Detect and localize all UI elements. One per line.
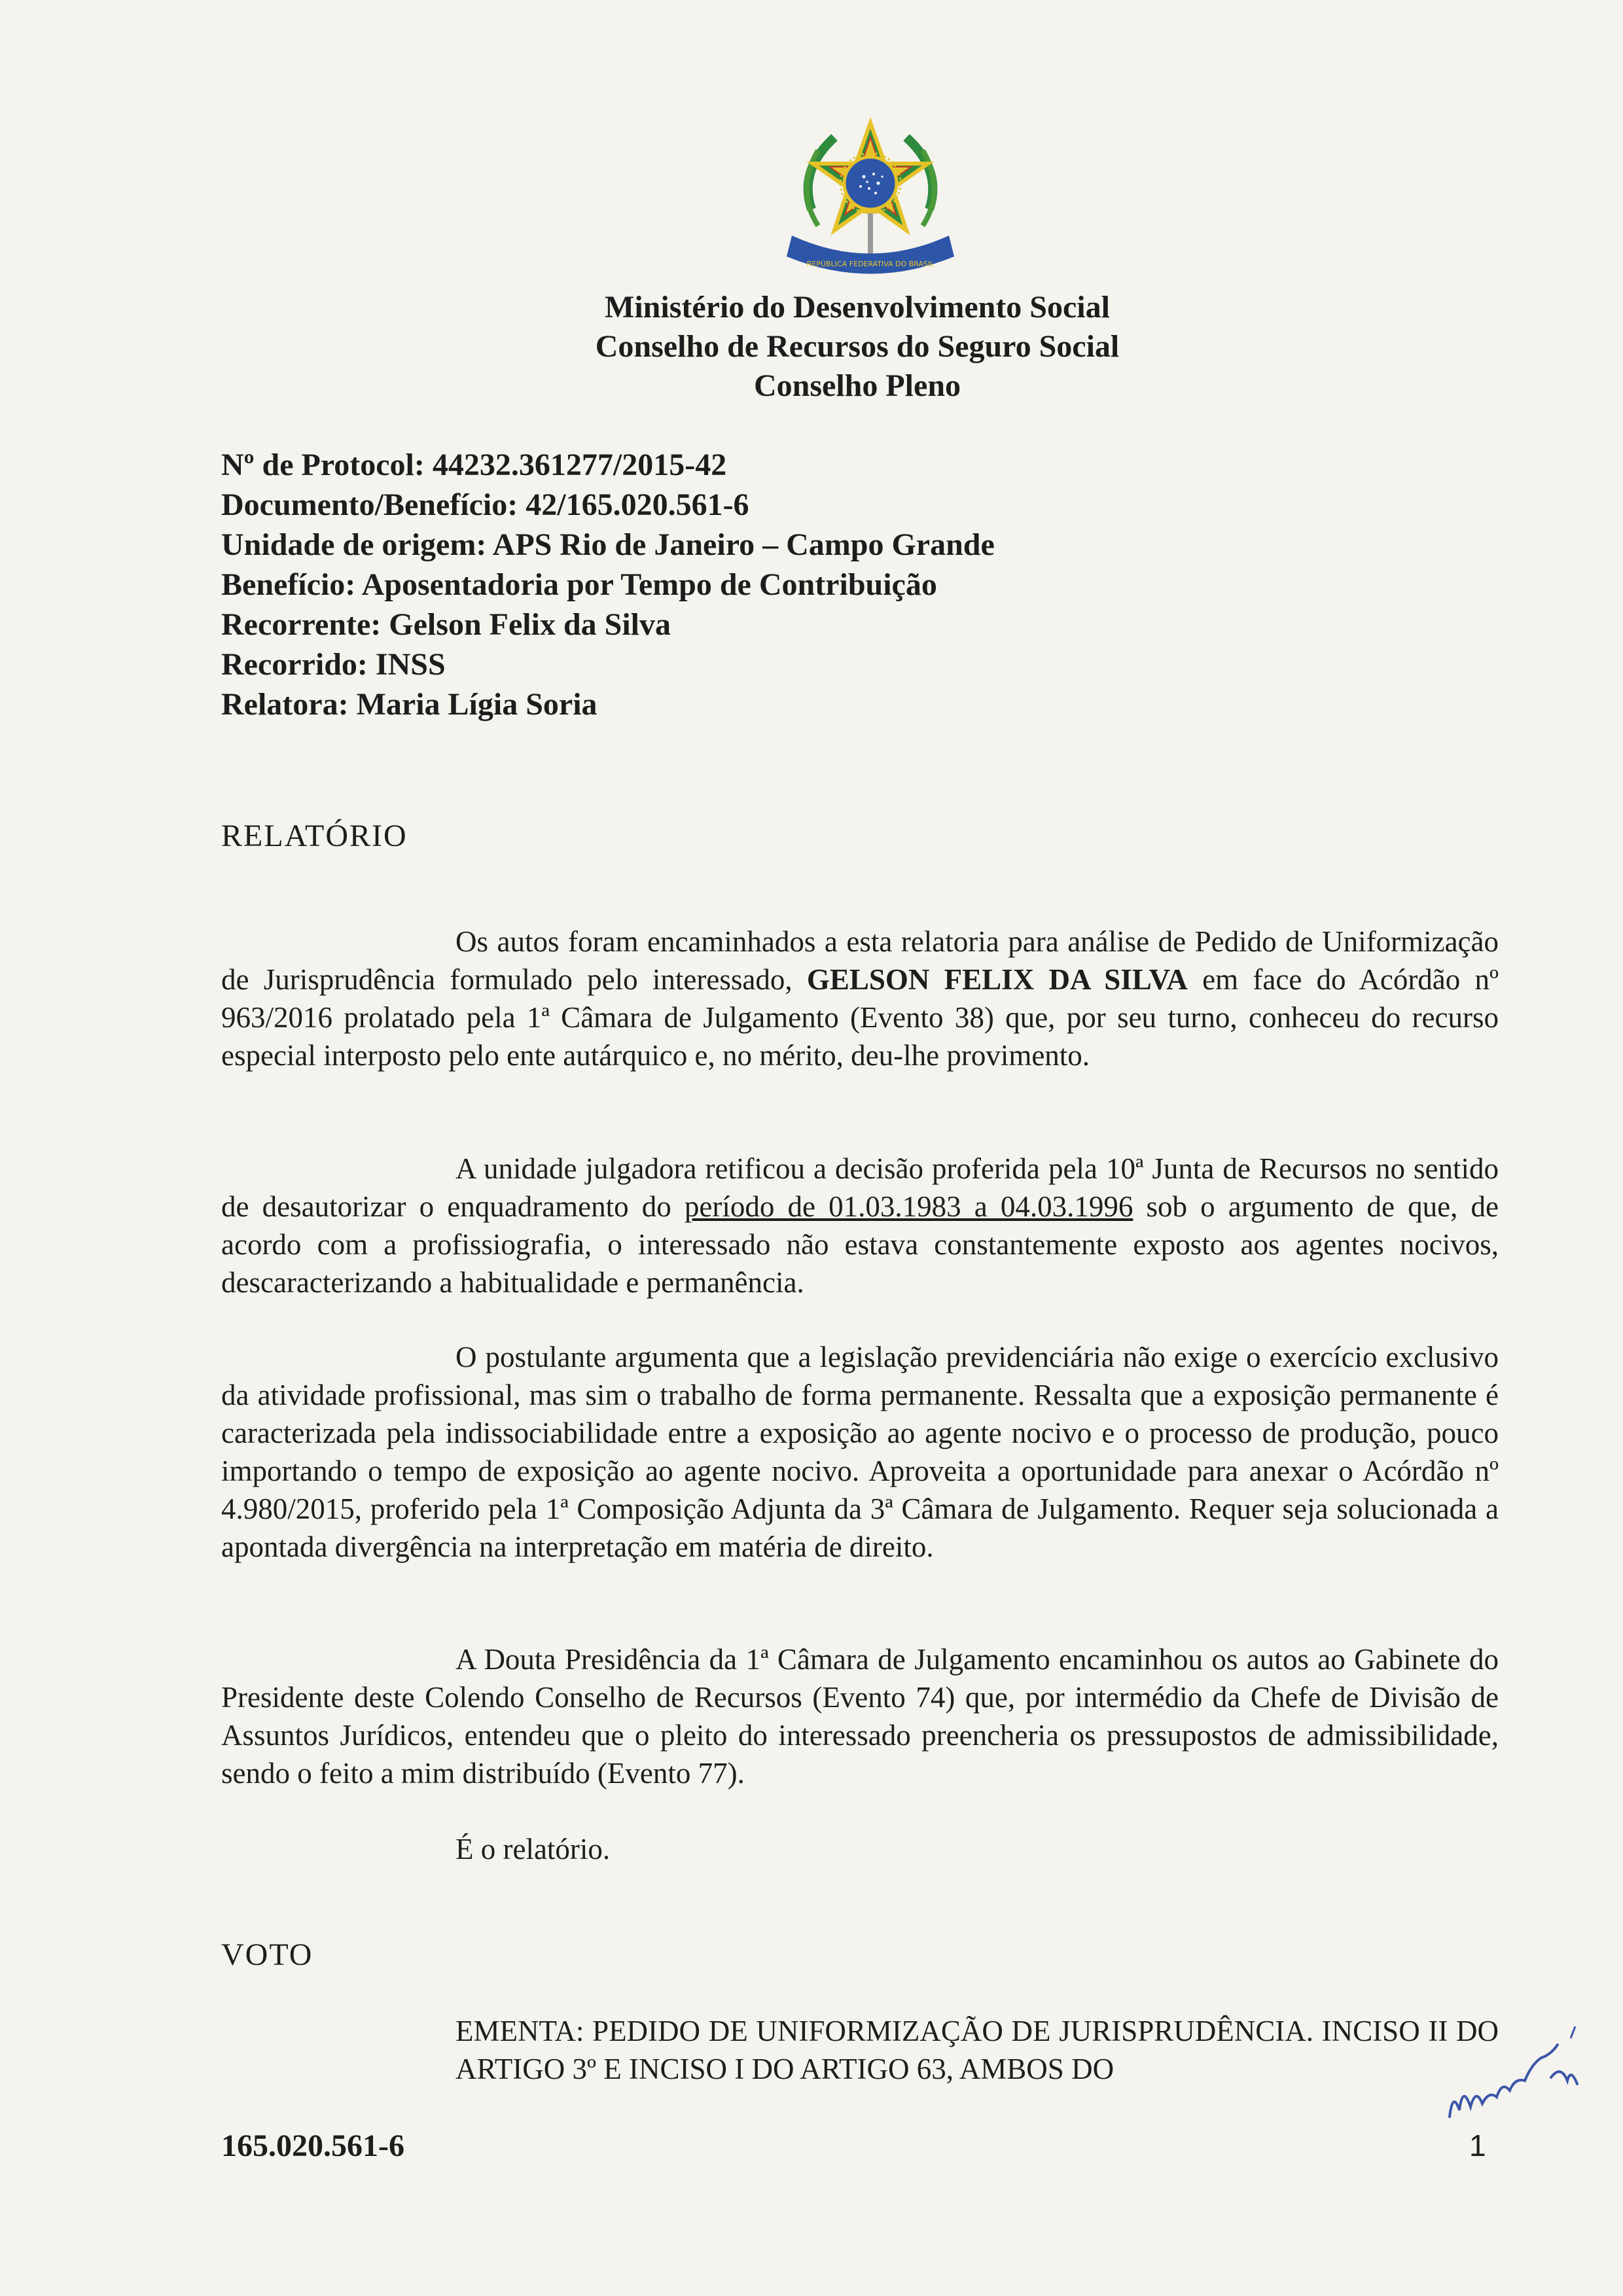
origin-unit-label: Unidade de origem: <box>221 527 487 562</box>
document-benefit: Documento/Benefício: 42/165.020.561-6 <box>221 487 749 522</box>
relatorio-paragraph-2 <box>221 1150 1499 1301</box>
appellant: Recorrente: Gelson Felix da Silva <box>221 607 671 642</box>
relatorio-heading: RELATÓRIO <box>221 819 408 853</box>
p2-text-end: sob o argumento de que, de acordo com a profissiografia, o interessado não estava constantemente exposto aos agentes nocivos, descaracterizando a habitualidade e permanência. <box>221 1190 1499 1299</box>
voto-heading: VOTO <box>221 1937 313 1972</box>
benefit-type: Benefício: Aposentadoria por Tempo de Contribuição <box>221 567 937 602</box>
p4-text: A Douta Presidência da 1ª Câmara de Julgamento encaminhou os autos ao Gabinete do Presidente deste Colendo Conselho de Recursos (Evento 74) que, por intermédio da Chefe de Divisão de Assuntos Jurídicos, entendeu que o pleito do interessado preencheria os pressupostos de admissibilidade, sendo o feito a mim distribuído (Evento 77). <box>221 1643 1499 1790</box>
relatorio-closing: É o relatório. <box>455 1833 611 1865</box>
footer-benefit-number: 165.020.561-6 <box>221 2128 404 2163</box>
p2-text-start: A unidade julgadora retificou a decisão proferida pela 10ª Junta de Recursos no sentido de desautorizar o enquadramento do <box>221 1152 1499 1223</box>
institution-header <box>563 288 1152 406</box>
rapporteur: Relatora: Maria Lígia Soria <box>221 687 597 722</box>
case-metadata <box>221 445 1334 724</box>
handwritten-initials <box>1436 2019 1587 2136</box>
relatorio-paragraph-4 <box>221 1640 1499 1792</box>
council-name: Conselho de Recursos do Seguro Social <box>595 329 1120 364</box>
coat-of-arms-emblem <box>772 111 969 285</box>
origin-unit-value: APS Rio de Janeiro – Campo Grande <box>492 527 995 562</box>
p3-text: O postulante argumenta que a legislação previdenciária não exige o exercício exclusivo da atividade profissional, mas sim o trabalho de forma permanente. Ressalta que a exposição permanente é caracterizada pela indissociabilidade entre a exposição ao agente nocivo e o processo de produção, pouco importando o tempo de exposição ao agente nocivo. Aproveita a oportunidade para anexar o Acórdão nº 4.980/2015, proferido pela 1ª Composição Adjunta da 3ª Câmara de Julgamento. Requer seja solucionada a apontada divergência na interpretação em matéria de direito. <box>221 1341 1499 1563</box>
origin-unit <box>221 525 1334 565</box>
relatorio-paragraph-1 <box>221 923 1499 1074</box>
ministry-name: Ministério do Desenvolvimento Social <box>605 290 1110 325</box>
p1-text-end: em face do Acórdão nº 963/2016 prolatado pela 1ª Câmara de Julgamento (Evento 38) que, por seu turno, conheceu do recurso especial interposto pelo ente autárquico e, no mérito, deu-lhe provimento. <box>221 963 1499 1072</box>
ementa-text: EMENTA: PEDIDO DE UNIFORMIZAÇÃO DE JURISPRUDÊNCIA. INCISO II DO ARTIGO 3º E INCISO I DO ARTIGO 63, AMBOS DO <box>455 2015 1499 2085</box>
protocol-number: Nº de Protocol: 44232.361277/2015-42 <box>221 448 727 482</box>
page-number: 1 <box>1469 2128 1486 2163</box>
svg-text:REPÚBLICA FEDERATIVA DO BRASIL: REPÚBLICA FEDERATIVA DO BRASIL <box>806 260 935 268</box>
relatorio-paragraph-3 <box>221 1338 1499 1566</box>
council-division: Conselho Pleno <box>753 368 961 403</box>
appellant-name: GELSON FELIX DA SILVA <box>806 963 1188 996</box>
p1-text-start: Os autos foram encaminhados a esta relatoria para análise de Pedido de Uniformização de Jurisprudência formulado pelo interessado, <box>221 925 1499 996</box>
respondent: Recorrido: INSS <box>221 647 446 682</box>
contested-period: período de 01.03.1983 a 04.03.1996 <box>684 1190 1133 1223</box>
